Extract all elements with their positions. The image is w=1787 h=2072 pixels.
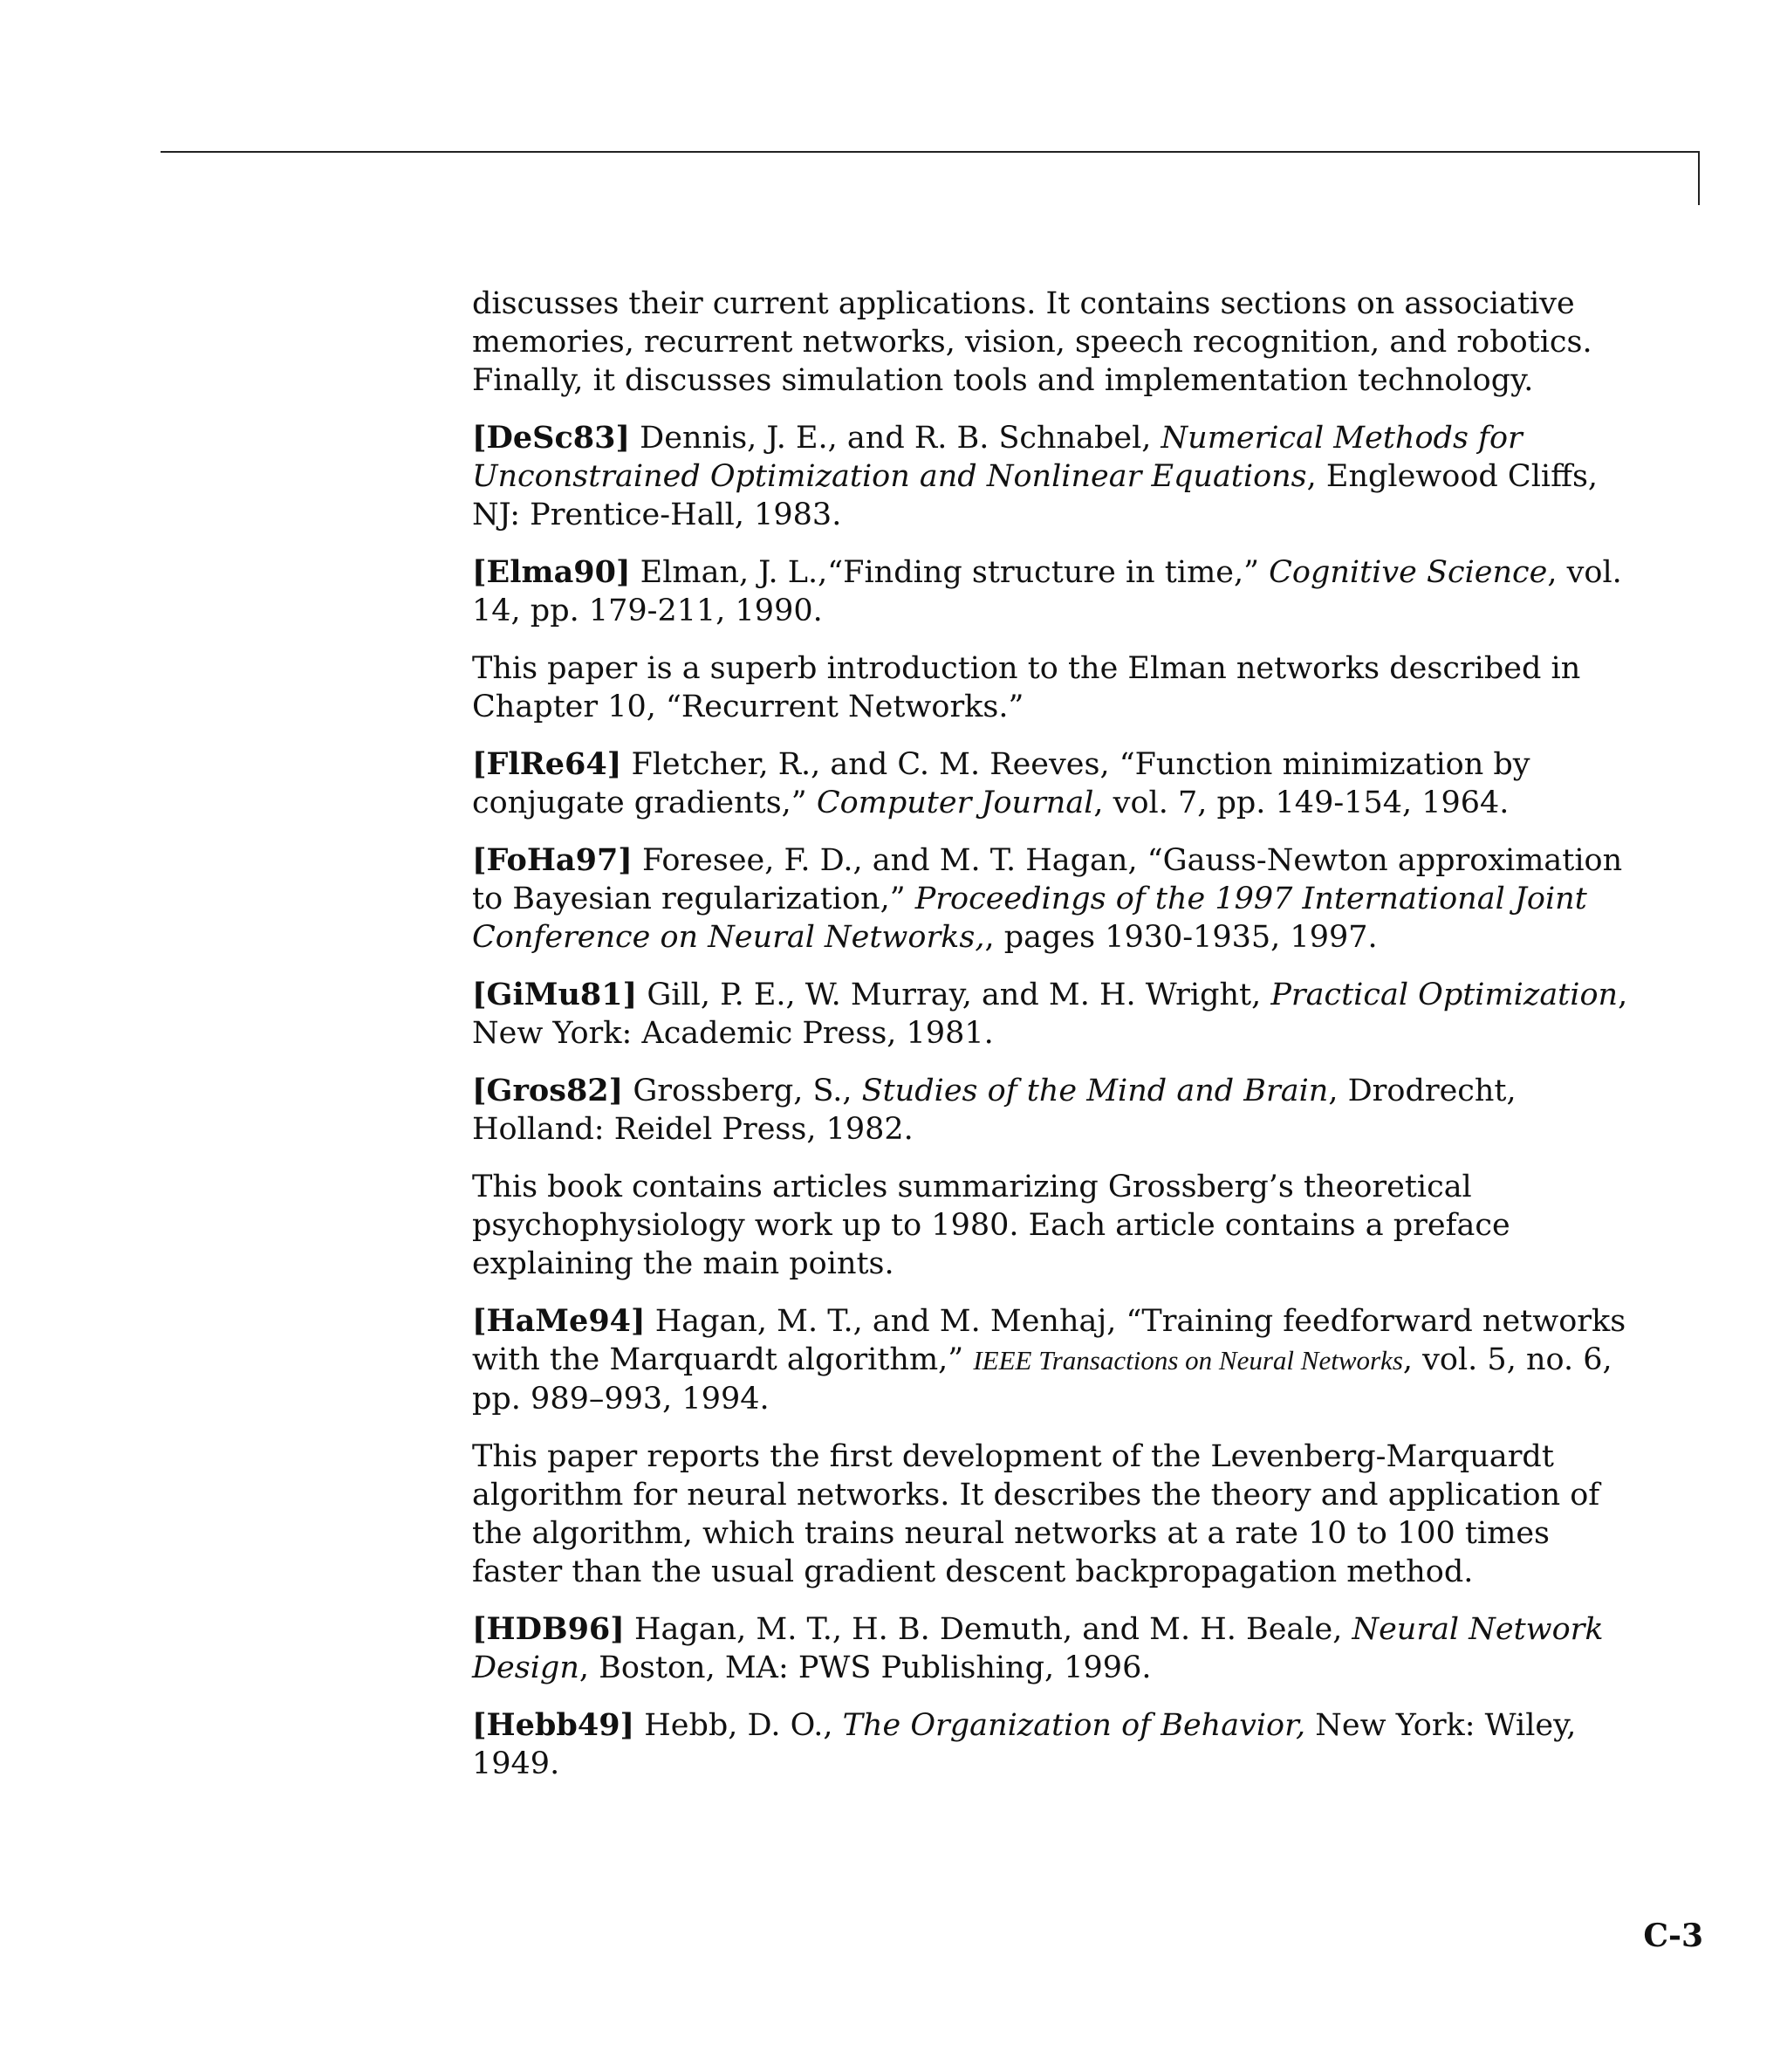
reference-text: Grossberg, S., xyxy=(623,1074,862,1108)
reference-text: Hagan, M. T., H. B. Demuth, and M. H. Beale, xyxy=(624,1612,1352,1647)
reference-gimu81 xyxy=(472,976,1633,1053)
reference-hebb49 xyxy=(472,1706,1633,1783)
header-rule xyxy=(161,151,1700,153)
reference-text: , vol. 7, pp. 149-154, 1964. xyxy=(1093,786,1510,820)
reference-text: New York: Wiley, 1949. xyxy=(472,1708,1577,1781)
reference-title: Computer Journal xyxy=(816,786,1094,820)
intro-paragraph: discusses their current applications. It contains sections on associative memories, recurrent networks, vision, speech recognition, and robotics. Finally, it discusses simulation tools and implementation technology. xyxy=(472,286,1592,398)
reference-text: , vol. 5, no. 6, pp. 989–993, 1994. xyxy=(472,1342,1612,1417)
page-number: C-3 xyxy=(1643,1918,1703,1954)
reference-title: Cognitive Science xyxy=(1269,555,1548,590)
reference-text: , vol. 14, pp. 179-211, 1990. xyxy=(472,555,1622,628)
reference-tag: [FlRe64] xyxy=(472,746,622,782)
reference-text: , Boston, MA: PWS Publishing, 1996. xyxy=(579,1650,1152,1685)
reference-flre64 xyxy=(472,745,1633,822)
reference-text: Gill, P. E., W. Murray, and M. H. Wright, xyxy=(637,978,1271,1012)
reference-tag: [HDB96] xyxy=(472,1611,625,1647)
reference-note: This paper is a superb introduction to the Elman networks described in Chapter 10, “Recurrent Networks.” xyxy=(472,651,1581,724)
reference-text: , pages 1930-1935, 1997. xyxy=(984,920,1378,955)
reference-tag: [Hebb49] xyxy=(472,1707,635,1743)
reference-hame94 xyxy=(472,1302,1633,1418)
reference-text: Dennis, J. E., and R. B. Schnabel, xyxy=(630,421,1161,456)
reference-title: Proceedings of the 1997 International Joint Conference on Neural Networks, xyxy=(472,882,1587,955)
reference-text: Elman, J. L.,“Finding structure in time,” xyxy=(630,555,1270,590)
reference-text: , Drodrecht, Holland: Reidel Press, 1982. xyxy=(472,1074,1517,1147)
reference-note: This paper reports the first development of the Levenberg-Marquardt algorithm for neural networks. It describes the theory and application of the algorithm, which trains neural networks at a rate 10 to 100 times faster than the usual gradient descent backpropagation method. xyxy=(472,1439,1600,1589)
reference-title: The Organization of Behavior, xyxy=(842,1708,1306,1743)
reference-text: Hebb, D. O., xyxy=(634,1708,843,1743)
reference-text: , Englewood Cliffs, NJ: Prentice-Hall, 1983. xyxy=(472,459,1599,532)
reference-gros82 xyxy=(472,1072,1633,1149)
reference-foha97 xyxy=(472,841,1633,957)
reference-tag: [Elma90] xyxy=(472,554,631,590)
bibliography-content xyxy=(472,285,1633,1802)
reference-elma90 xyxy=(472,553,1633,630)
reference-title: Practical Optimization xyxy=(1270,978,1619,1012)
reference-tag: [Gros82] xyxy=(472,1073,624,1108)
reference-title: Neural Network Design xyxy=(472,1612,1604,1685)
header-corner-rule xyxy=(1698,151,1700,205)
reference-text: , New York: Academic Press, 1981. xyxy=(472,978,1628,1051)
reference-title: Numerical Methods for Unconstrained Optimization and Nonlinear Equations xyxy=(472,421,1523,494)
reference-text: Fletcher, R., and C. M. Reeves, “Function minimization by conjugate gradients,” xyxy=(472,747,1530,820)
reference-text: Hagan, M. T., and M. Menhaj, “Training feedforward networks with the Marquardt algorithm,” xyxy=(472,1304,1626,1377)
reference-note: This book contains articles summarizing Grossberg’s theoretical psychophysiology work up to 1980. Each article contains a preface explaining the main points. xyxy=(472,1170,1510,1281)
reference-tag: [HaMe94] xyxy=(472,1303,646,1339)
reference-tag: [GiMu81] xyxy=(472,977,638,1012)
reference-tag: [DeSc83] xyxy=(472,420,631,456)
reference-title: Studies of the Mind and Brain xyxy=(861,1074,1329,1108)
reference-tag: [FoHa97] xyxy=(472,842,633,878)
reference-title: IEEE Transactions on Neural Networks xyxy=(973,1345,1403,1376)
reference-desc83 xyxy=(472,419,1633,534)
reference-text: Foresee, F. D., and M. T. Hagan, “Gauss-Newton approximation to Bayesian regularization,” xyxy=(472,843,1623,916)
reference-hdb96 xyxy=(472,1610,1633,1687)
